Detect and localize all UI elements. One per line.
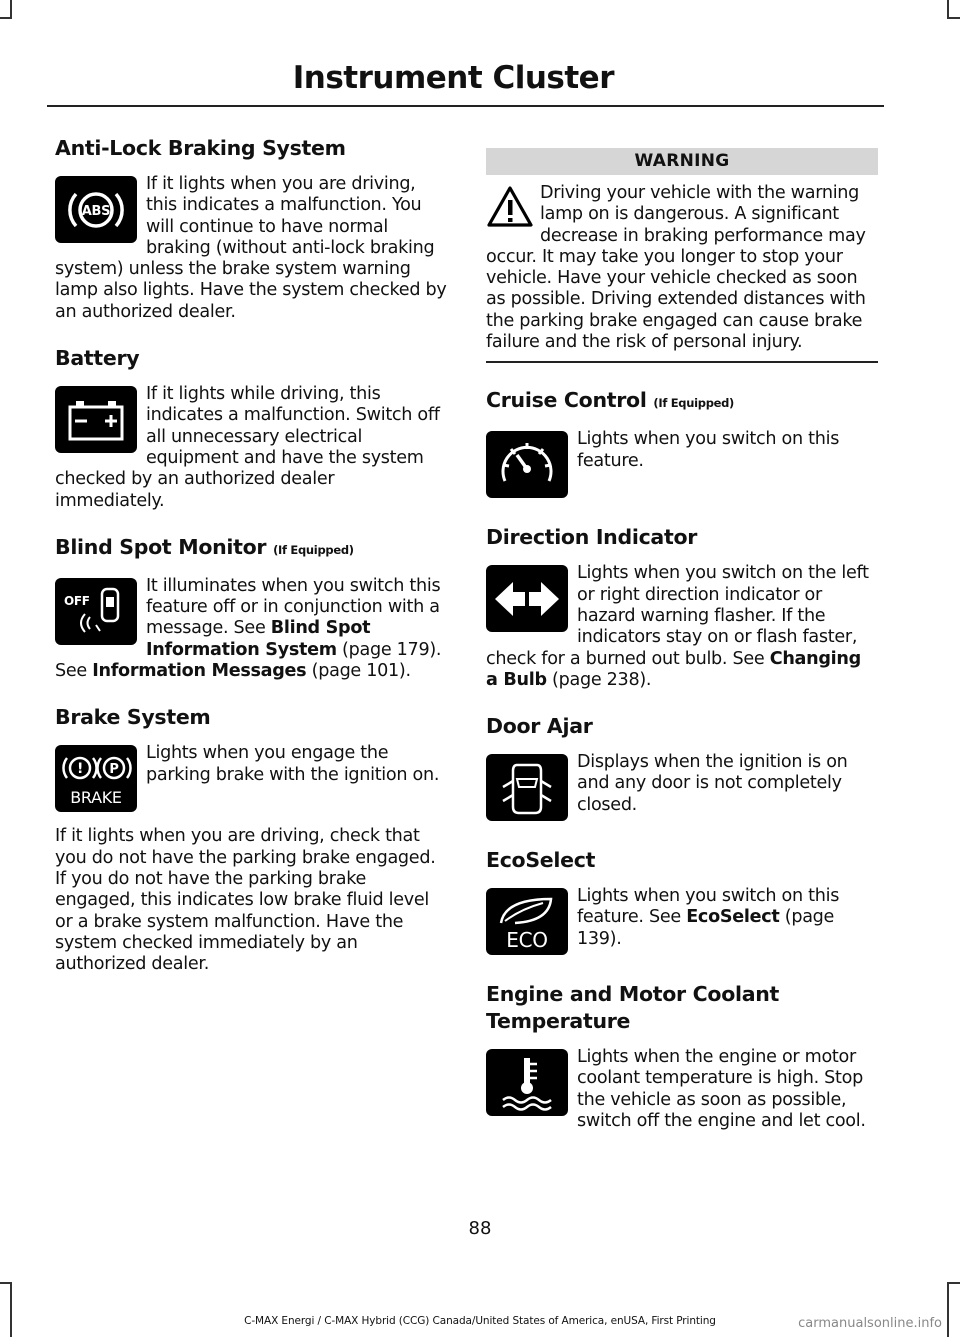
- watermark: carmanualsonline.info: [798, 1316, 942, 1331]
- crop-mark: [947, 0, 949, 18]
- abs-warning-icon: [55, 176, 137, 243]
- warning-text: Driving your vehicle with the warning lamp on is dangerous. A significant decrease in braking performance may occur. It may take you longer to stop your vehicle. Have your vehicle checked as soon as possible. Driving extended distances with the parking brake engaged can cause brake failure and the risk of personal injury.: [486, 183, 866, 353]
- section-heading: Anti-Lock Braking System: [55, 136, 346, 160]
- crop-mark: [0, 17, 12, 19]
- section-abs: [55, 135, 447, 323]
- crop-mark: [10, 1282, 12, 1337]
- cross-reference-link: Blind Spot Information System: [146, 618, 371, 660]
- section-heading: Engine and Motor Coolant Temperature: [486, 982, 780, 1034]
- cruise-control-icon: [486, 431, 568, 498]
- section-body: Lights when you switch on this feature.: [486, 429, 878, 502]
- section-body: ! P BRAKE Lights when you engage the parking brake with the ignition on. If it lights when you are driving, check that you do not have the parking brake engaged. If you do not have the parking brake engaged, this indicates low brake fluid level or a brake system malfunction. Have the system checked immediately by an authorized dealer.: [55, 743, 440, 975]
- crop-mark: [0, 1282, 12, 1284]
- page-title: Instrument Cluster: [292, 60, 614, 96]
- section-heading: Battery: [55, 346, 140, 371]
- section-heading: Door Ajar: [486, 714, 593, 739]
- battery-icon: [55, 386, 137, 453]
- section-brake-system: [55, 704, 447, 975]
- svg-text:P: P: [109, 761, 119, 777]
- section-blind-spot: [55, 534, 447, 682]
- crop-mark: [10, 0, 12, 18]
- brake-warning-icon: [55, 745, 137, 812]
- header-divider: [47, 105, 884, 107]
- svg-text:ABS: ABS: [81, 203, 111, 219]
- crop-mark: [947, 1282, 960, 1284]
- section-body: If it lights while driving, this indicates a malfunction. Switch off all unnecessary electrical equipment and have the system checked by an authorized dealer immediately.: [55, 384, 440, 511]
- section-heading: EcoSelect: [486, 848, 596, 873]
- section-body: Lights when you switch on the left or right direction indicator or hazard warning flasher. If the indicators stay on or flash faster, check for a burned out bulb. See Changing a Bulb (page 238).: [486, 563, 869, 690]
- section-heading: Brake System: [55, 705, 211, 730]
- right-column: [486, 148, 878, 1154]
- section-body: OFF It illuminates when you switch this feature off or in conjunction with a message. See Blind Spot Information System (page 179). See Information Messages (page 101).: [55, 575, 442, 682]
- section-cruise-control: [486, 387, 878, 502]
- page-number: 88: [468, 1218, 492, 1239]
- warning-divider: [486, 361, 878, 363]
- crop-mark: [947, 1282, 949, 1337]
- section-body: ABS If it lights when you are driving, this indicates a malfunction. You will continue to have normal braking (without anti-lock braking system) unless the brake system warning lamp also lights. Have the system checked by an authorized dealer.: [55, 174, 447, 322]
- section-heading: Direction Indicator: [486, 525, 698, 550]
- svg-text:OFF: OFF: [64, 594, 90, 609]
- crop-mark: [947, 17, 960, 19]
- section-battery: [55, 345, 447, 512]
- svg-text:!: !: [76, 760, 84, 777]
- left-column: [55, 135, 447, 997]
- footer-text: C-MAX Energi / C-MAX Hybrid (CCG) Canada/United States of America, enUSA, First Printing: [244, 1315, 716, 1327]
- section-body: Displays when the ignition is on and any door is not completely closed.: [486, 752, 878, 825]
- section-direction-indicator: [486, 524, 878, 691]
- door-ajar-icon: [486, 754, 568, 821]
- section-coolant-temperature: [486, 981, 878, 1132]
- section-body: ECO Lights when you switch on this feature. See EcoSelect (page 139).: [486, 886, 878, 959]
- cross-reference-link: Changing a Bulb: [486, 648, 861, 690]
- blind-spot-off-icon: [55, 578, 137, 645]
- cross-reference-link: EcoSelect: [686, 907, 780, 928]
- svg-text:BRAKE: BRAKE: [70, 787, 122, 807]
- svg-text:ECO: ECO: [506, 927, 548, 952]
- section-ecoselect: [486, 847, 878, 959]
- eco-leaf-icon: [486, 888, 568, 955]
- warning-box: [486, 148, 878, 363]
- section-door-ajar: [486, 713, 878, 825]
- direction-arrows-icon: [486, 565, 568, 632]
- section-heading: Cruise Control (If Equipped): [486, 388, 735, 413]
- section-body: Lights when the engine or motor coolant temperature is high. Stop the vehicle as soon as possible, switch off the engine and let cool.: [486, 1047, 878, 1132]
- section-heading: Blind Spot Monitor (If Equipped): [55, 534, 354, 559]
- coolant-temperature-icon: [486, 1049, 568, 1116]
- warning-label: WARNING: [486, 148, 878, 175]
- warning-triangle-icon: [486, 185, 534, 229]
- cross-reference-link: Information Messages: [92, 661, 307, 682]
